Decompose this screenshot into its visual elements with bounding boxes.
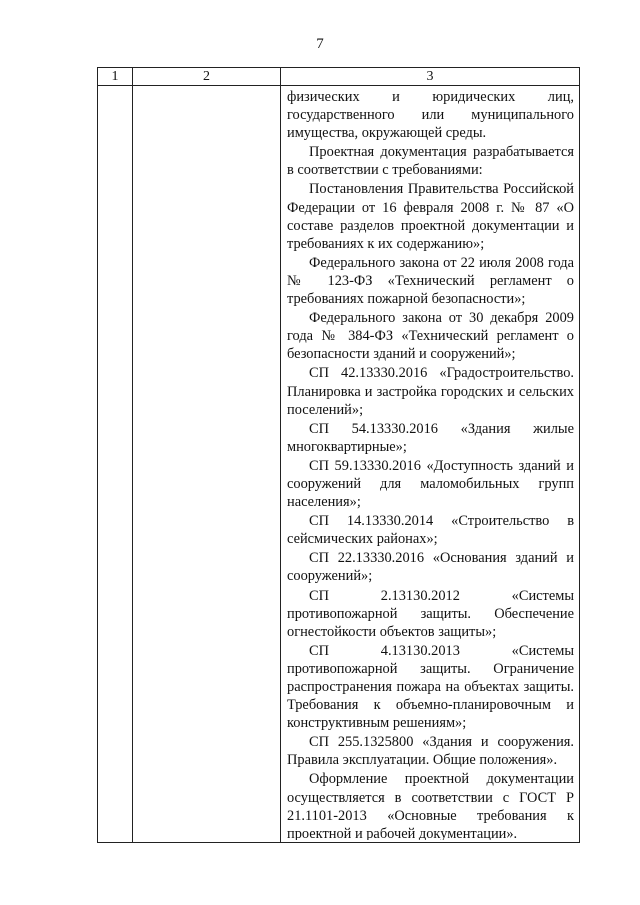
paragraph: СП 59.13330.2016 «Доступность зданий и сооружений для маломобильных групп населения»;: [287, 457, 574, 511]
table-cell-col3: [281, 86, 580, 843]
paragraph: Федерального закона от 30 декабря 2009 года № 384-ФЗ «Технический регламент о безопасности зданий и сооружений»;: [287, 310, 574, 363]
page-number: 7: [316, 36, 324, 52]
paragraph: СП 4.13130.2013 «Системы противопожарной защиты. Ограничение распространения пожара на объектах защиты. Требования к объемно-планировочным и конструктивным решениям»;: [287, 642, 574, 732]
paragraph: СП 2.13130.2012 «Системы противопожарной защиты. Обеспечение огнестойкости объектов защиты»;: [287, 587, 574, 640]
paragraph: физических и юридических лиц, государственного или муниципального имущества, окружающей среды.: [287, 89, 574, 142]
paragraph: СП 54.13330.2016 «Здания жилые многоквартирные»;: [287, 420, 574, 455]
table-cell-col1: [98, 86, 133, 843]
document-table: [97, 67, 580, 843]
table-cell-col2: [133, 86, 281, 843]
paragraph: СП 22.13330.2016 «Основания зданий и сооружений»;: [287, 550, 574, 585]
paragraph: СП 255.1325800 «Здания и сооружения. Правила эксплуатации. Общие положения».: [287, 734, 574, 769]
paragraph: СП 14.13330.2014 «Строительство в сейсмических районах»;: [287, 513, 574, 548]
table-header-row: [98, 68, 580, 86]
column-header-2: 2: [133, 68, 281, 86]
requirements-text: [287, 88, 574, 840]
paragraph: Постановления Правительства Российской Федерации от 16 февраля 2008 г. № 87 «О составе разделов проектной документации и требованиях к их содержанию»;: [287, 181, 574, 252]
paragraph: Оформление проектной документации осуществляется в соответствии с ГОСТ Р 21.1101-2013 «Основные требования к проектной и рабочей документации».: [287, 771, 574, 840]
table-row: [98, 86, 580, 843]
paragraph: Федерального закона от 22 июля 2008 года № 123-ФЗ «Технический регламент о требованиях пожарной безопасности»;: [287, 254, 574, 308]
column-header-1: 1: [98, 68, 133, 86]
column-header-3: 3: [281, 68, 580, 86]
paragraph: Проектная документация разрабатывается в соответствии с требованиями:: [287, 144, 574, 179]
paragraph: СП 42.13330.2016 «Градостроительство. Планировка и застройка городских и сельских поселений»;: [287, 365, 574, 418]
